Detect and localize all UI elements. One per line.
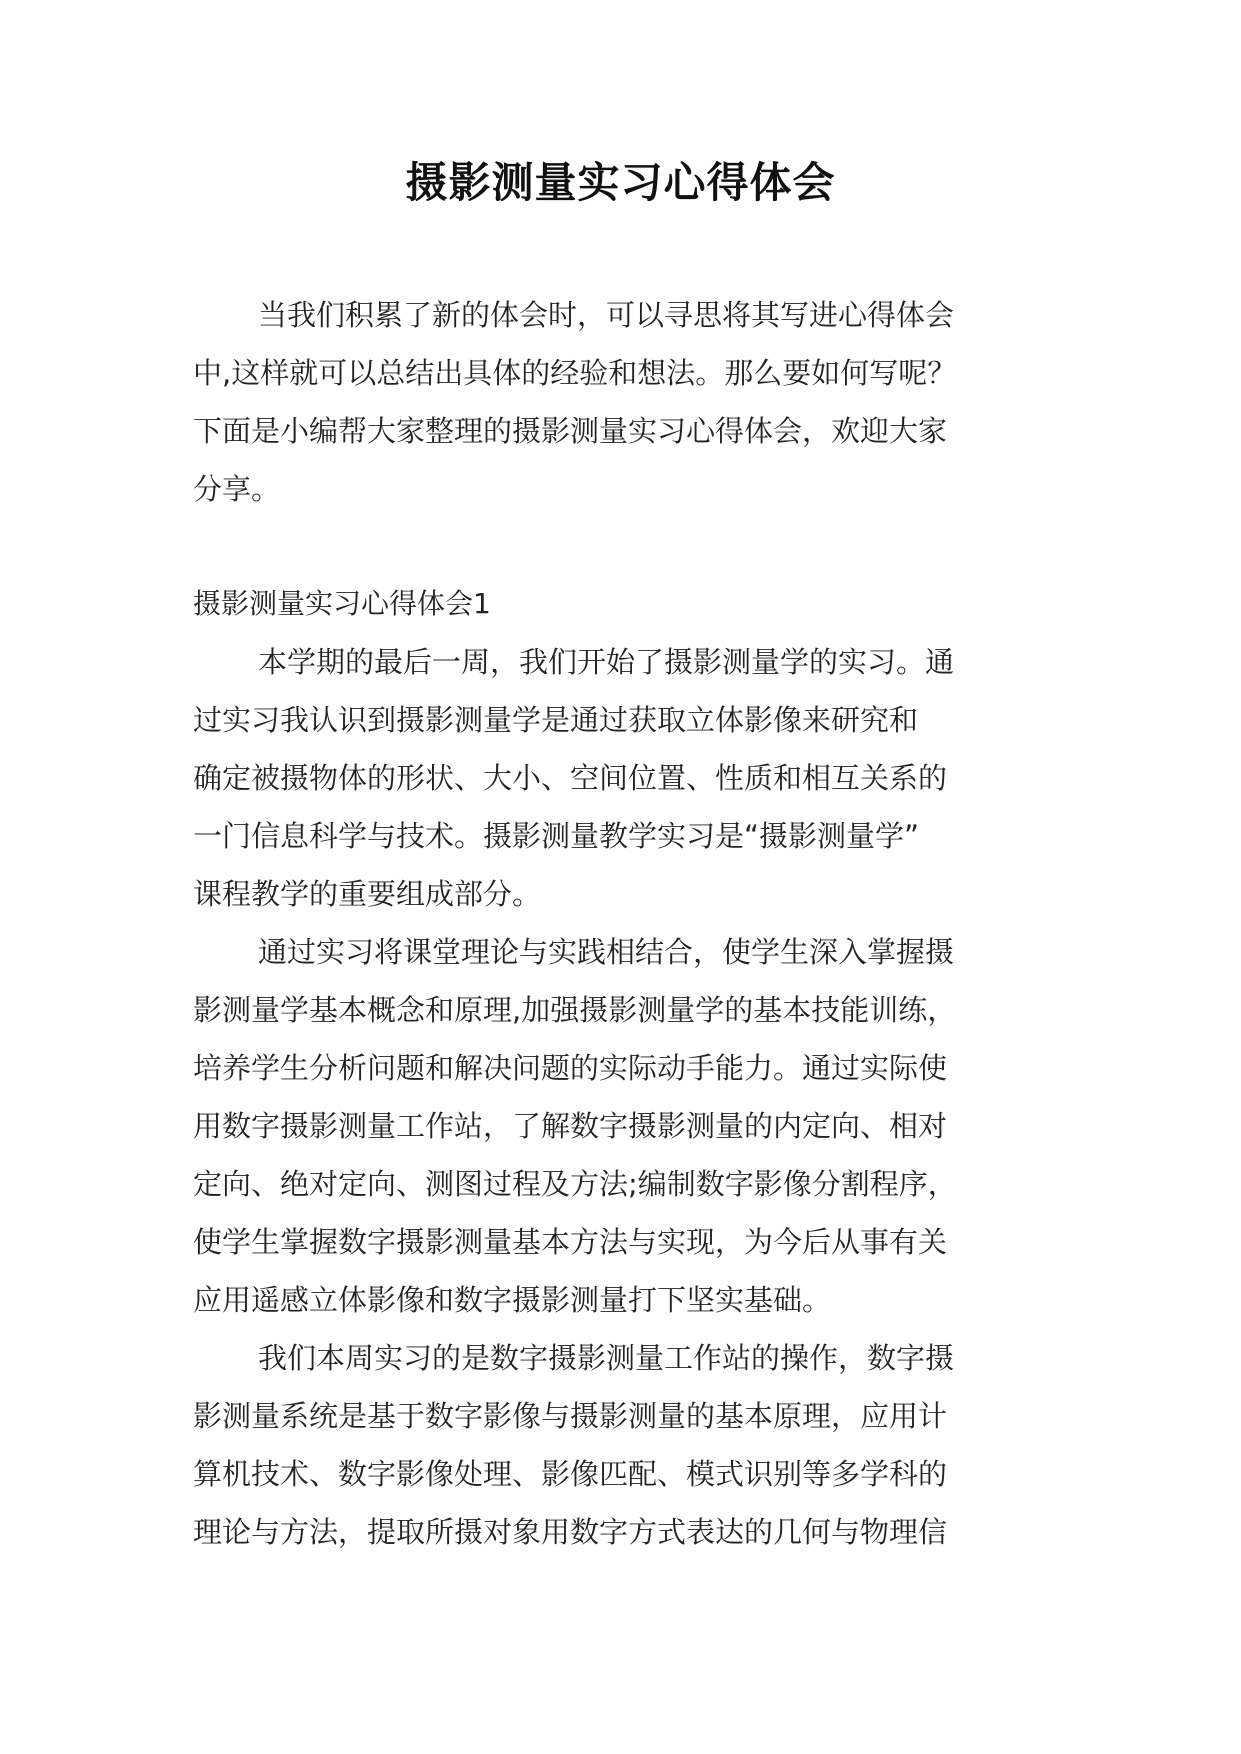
paragraph-3-line-1: 我们本周实习的是数字摄影测量工作站的操作，数字摄 <box>258 1341 955 1375</box>
intro-line-4: 分享。 <box>193 472 281 506</box>
intro-line-1: 当我们积累了新的体会时，可以寻思将其写进心得体会 <box>258 298 955 332</box>
section-heading-1: 摄影测量实习心得体会1 <box>193 587 491 620</box>
document-title: 摄影测量实习心得体会 <box>405 158 836 207</box>
paragraph-2-line-3: 培养学生分析问题和解决问题的实际动手能力。通过实际使 <box>193 1051 948 1085</box>
paragraph-2-line-6: 使学生掌握数字摄影测量基本方法与实现，为今后从事有关 <box>193 1225 948 1259</box>
intro-line-3: 下面是小编帮大家整理的摄影测量实习心得体会，欢迎大家 <box>193 414 948 448</box>
paragraph-2-line-2: 影测量学基本概念和原理,加强摄影测量学的基本技能训练， <box>193 993 957 1027</box>
intro-line-2: 中,这样就可以总结出具体的经验和想法。那么要如何写呢？ <box>193 356 957 390</box>
paragraph-2-line-1: 通过实习将课堂理论与实践相结合，使学生深入掌握摄 <box>258 935 955 969</box>
paragraph-3-line-4: 理论与方法，提取所摄对象用数字方式表达的几何与物理信 <box>193 1515 948 1549</box>
paragraph-1-line-3: 确定被摄物体的形状、大小、空间位置、性质和相互关系的 <box>193 761 948 795</box>
paragraph-1-line-5: 课程教学的重要组成部分。 <box>193 877 542 911</box>
paragraph-3-line-3: 算机技术、数字影像处理、影像匹配、模式识别等多学科的 <box>193 1457 948 1491</box>
paragraph-2-line-5: 定向、绝对定向、测图过程及方法;编制数字影像分割程序， <box>193 1167 957 1201</box>
paragraph-1-line-4: 一门信息科学与技术。摄影测量教学实习是“摄影测量学” <box>193 819 920 853</box>
paragraph-2-line-7: 应用遥感立体影像和数字摄影测量打下坚实基础。 <box>193 1283 832 1317</box>
paragraph-2-line-4: 用数字摄影测量工作站，了解数字摄影测量的内定向、相对 <box>193 1109 948 1143</box>
paragraph-3-line-2: 影测量系统是基于数字影像与摄影测量的基本原理，应用计 <box>193 1399 948 1433</box>
paragraph-1-line-2: 过实习我认识到摄影测量学是通过获取立体影像来研究和 <box>193 703 919 737</box>
paragraph-1-line-1: 本学期的最后一周，我们开始了摄影测量学的实习。通 <box>258 645 955 679</box>
